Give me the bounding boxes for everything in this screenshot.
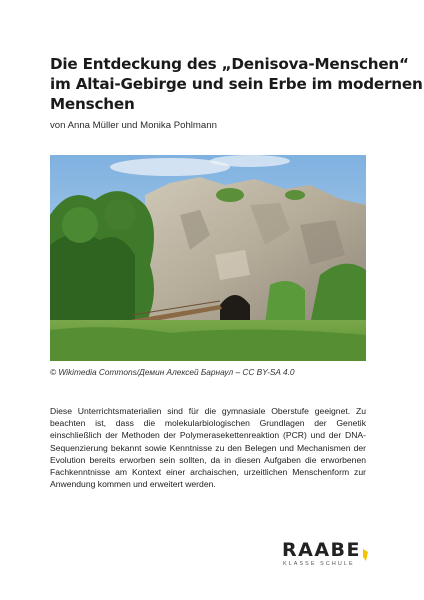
title-line-2: im Altai-Gebirge und sein Erbe im modernen bbox=[50, 75, 423, 93]
title-line-3: Menschen bbox=[50, 95, 135, 113]
logo-accent-icon bbox=[362, 548, 369, 562]
body-paragraph: Diese Unterrichtsmaterialien sind für die gymnasiale Oberstufe geeignet. Zu beachten ist, dass die molekularbiologischen Grundlagen der Genetik einschließlich der Methoden der Polymerasekettenreaktion (PCR) und der DNA-Sequenzierung bekannt sowie Kenntnisse zu den Belegen und Mechanismen der Evolution bereits erworben sein sollten, da in diesen Aufgaben die erworbenen Fachkenntnisse am Kontext einer archaischen, urzeitlichen Menschenform zur Anwendung kommen und erweitert werden. bbox=[50, 406, 366, 490]
image-caption: © Wikimedia Commons/Демин Алексей Барнаул – CC BY-SA 4.0 bbox=[50, 367, 295, 377]
document-title bbox=[50, 54, 423, 114]
logo-wordmark: RAABE bbox=[282, 539, 362, 561]
raabe-logo bbox=[282, 539, 372, 571]
title-line-1: Die Entdeckung des „Denisova-Menschen“ bbox=[50, 55, 409, 73]
cave-photo bbox=[50, 155, 366, 361]
logo-tagline: KLASSE SCHULE bbox=[283, 561, 355, 567]
authors-line: von Anna Müller und Monika Pohlmann bbox=[50, 120, 217, 131]
